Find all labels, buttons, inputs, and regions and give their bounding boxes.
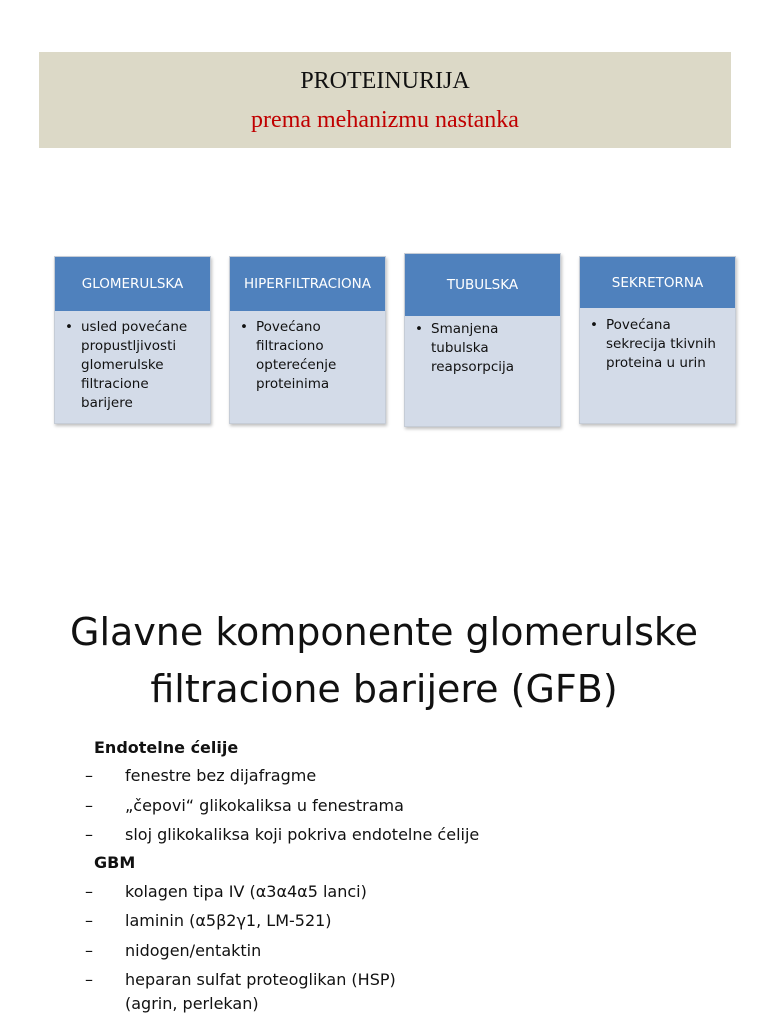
box-header bbox=[230, 257, 385, 311]
box-body bbox=[55, 311, 210, 423]
box-bullet: • Povećano filtraciono opterećenje proteinima bbox=[256, 318, 379, 394]
section-heading-gbm: GBM bbox=[94, 853, 136, 872]
box-header bbox=[55, 257, 210, 311]
box-hiperfiltraciona bbox=[229, 256, 386, 424]
box-body bbox=[405, 316, 560, 426]
list-item-text: „čepovi“ glikokaliksa u fenestrama bbox=[125, 796, 404, 815]
box-bullet: • usled povećane propustljivosti glomerulske filtracione barijere bbox=[81, 318, 204, 413]
box-bullet: • Povećana sekrecija tkivnih proteina u urin bbox=[606, 316, 729, 373]
title-banner bbox=[39, 52, 731, 148]
dash-marker: – bbox=[85, 796, 93, 815]
slide-subtitle: prema mehanizmu nastanka bbox=[251, 107, 519, 133]
box-tubulska bbox=[404, 253, 561, 427]
dash-marker: – bbox=[85, 970, 93, 989]
dash-marker: – bbox=[85, 825, 93, 844]
box-body bbox=[580, 308, 735, 423]
box-header-label: TUBULSKA bbox=[446, 277, 519, 293]
list-item-text: nidogen/entaktin bbox=[125, 941, 262, 960]
list-item-text: sloj glikokaliksa koji pokriva endotelne ćelije bbox=[125, 825, 480, 844]
box-bullet: • Smanjena tubulska reapsorpcija bbox=[431, 320, 554, 377]
box-body bbox=[230, 311, 385, 423]
dash-marker: – bbox=[85, 911, 93, 930]
box-header-label: HIPERFILTRACIONA bbox=[243, 276, 372, 292]
list-item-text: laminin (α5β2γ1, LM-521) bbox=[125, 911, 332, 930]
box-sekretorna bbox=[579, 256, 736, 424]
box-glomerulska bbox=[54, 256, 211, 424]
section-heading-endotelne: Endotelne ćelije bbox=[94, 738, 239, 757]
dash-marker: – bbox=[85, 941, 93, 960]
slide2-title-line2: filtracione barijere (GFB) bbox=[150, 667, 618, 711]
box-header bbox=[405, 254, 560, 316]
list-item-text: (agrin, perlekan) bbox=[125, 994, 259, 1013]
list-item-text: fenestre bez dijafragme bbox=[125, 766, 317, 785]
box-header-label: GLOMERULSKA bbox=[81, 276, 184, 292]
box-header bbox=[580, 257, 735, 308]
slide-title: PROTEINURIJA bbox=[300, 68, 470, 94]
list-item-text: heparan sulfat proteoglikan (HSP) bbox=[125, 970, 396, 989]
slide2-title-line1: Glavne komponente glomerulske bbox=[70, 610, 698, 654]
box-header-label: SEKRETORNA bbox=[611, 274, 704, 291]
dash-marker: – bbox=[85, 882, 93, 901]
list-item-text: kolagen tipa IV (α3α4α5 lanci) bbox=[125, 882, 367, 901]
dash-marker: – bbox=[85, 766, 93, 785]
